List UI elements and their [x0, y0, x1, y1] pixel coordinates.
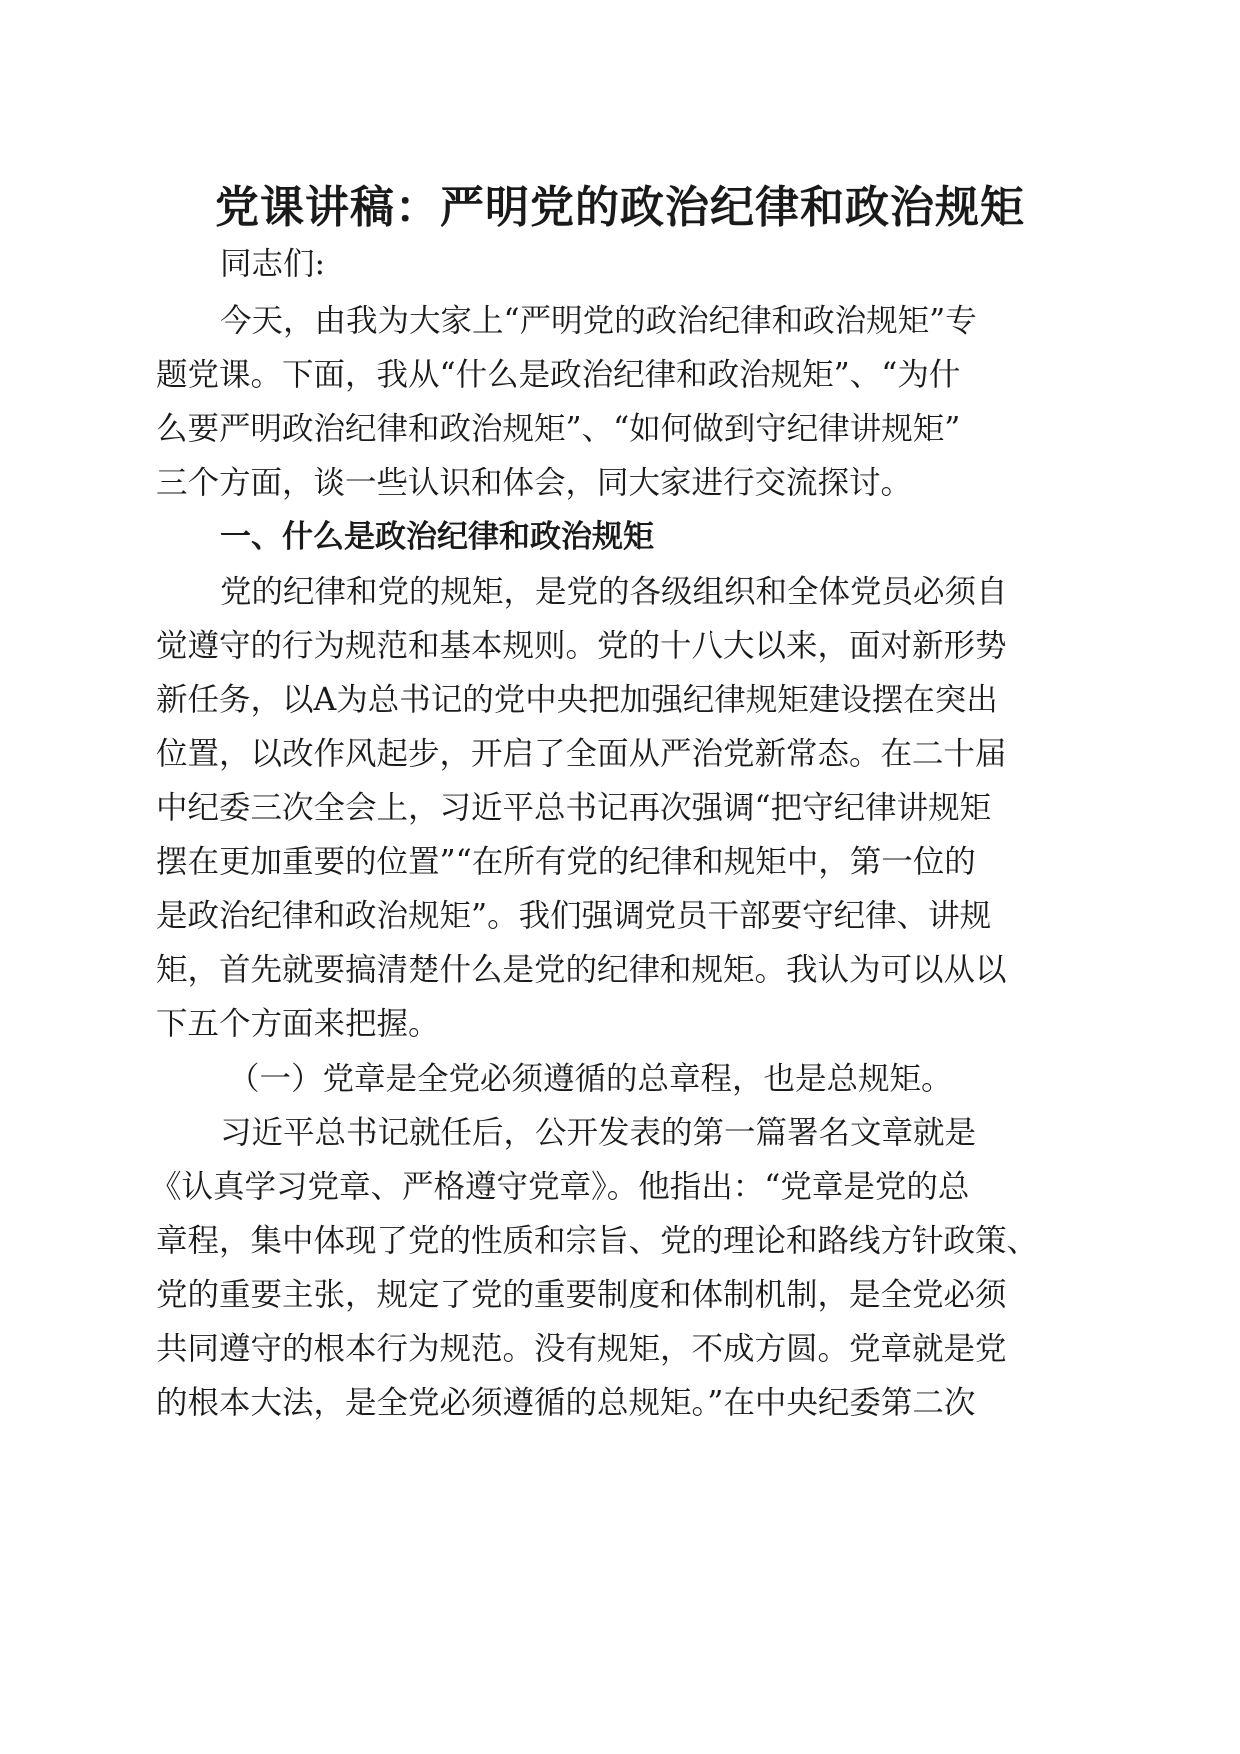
paragraph-line: 觉遵守的行为规范和基本规则。党的十八大以来，面对新形势	[156, 628, 1007, 664]
paragraph-line: 党的纪律和党的规矩，是党的各级组织和全体党员必须自	[220, 574, 1008, 610]
paragraph-line: 共同遵守的根本行为规范。没有规矩，不成方圆。党章就是党	[156, 1331, 1007, 1367]
paragraph-line: 《认真学习党章、严格遵守党章》。他指出：“党章是党的总	[150, 1169, 970, 1205]
subsection-heading: （一）党章是全党必须遵循的总章程，也是总规矩。	[228, 1061, 953, 1097]
paragraph-line: 习近平总书记就任后，公开发表的第一篇署名文章就是	[220, 1115, 977, 1151]
document-title: 党课讲稿：严明党的政治纪律和政治规矩	[215, 182, 1025, 233]
paragraph-line: 的根本大法，是全党必须遵循的总规矩。”在中央纪委第二次	[156, 1385, 976, 1421]
section-heading: 一、什么是政治纪律和政治规矩	[220, 519, 654, 555]
paragraph-line: 新任务，以A为总书记的党中央把加强纪律规矩建设摆在突出	[156, 682, 998, 718]
paragraph-line: 题党课。下面，我从“什么是政治纪律和政治规矩”、“为什	[156, 357, 961, 393]
paragraph-line: 中纪委三次全会上，习近平总书记再次强调“把守纪律讲规矩	[156, 790, 992, 826]
paragraph-line: 三个方面，谈一些认识和体会，同大家进行交流探讨。	[156, 465, 913, 501]
paragraph-line: 今天，由我为大家上“严明党的政治纪律和政治规矩”专	[220, 303, 977, 339]
salutation: 同志们:	[220, 246, 326, 282]
paragraph-line: 下五个方面来把握。	[156, 1006, 440, 1042]
paragraph-line: 是政治纪律和政治规矩”。我们强调党员干部要守纪律、讲规	[156, 898, 992, 934]
paragraph-line: 位置，以改作风起步，开启了全面从严治党新常态。在二十届	[156, 736, 1007, 772]
paragraph-line: 摆在更加重要的位置”“在所有党的纪律和规矩中，第一位的	[156, 844, 976, 880]
paragraph-line: 矩，首先就要搞清楚什么是党的纪律和规矩。我认为可以从以	[156, 952, 1007, 988]
paragraph-line: 么要严明政治纪律和政治规矩”、“如何做到守纪律讲规矩”	[156, 411, 961, 447]
paragraph-line: 党的重要主张，规定了党的重要制度和体制机制，是全党必须	[156, 1277, 1007, 1313]
paragraph-line: 章程，集中体现了党的性质和宗旨、党的理论和路线方针政策、	[156, 1223, 1039, 1259]
